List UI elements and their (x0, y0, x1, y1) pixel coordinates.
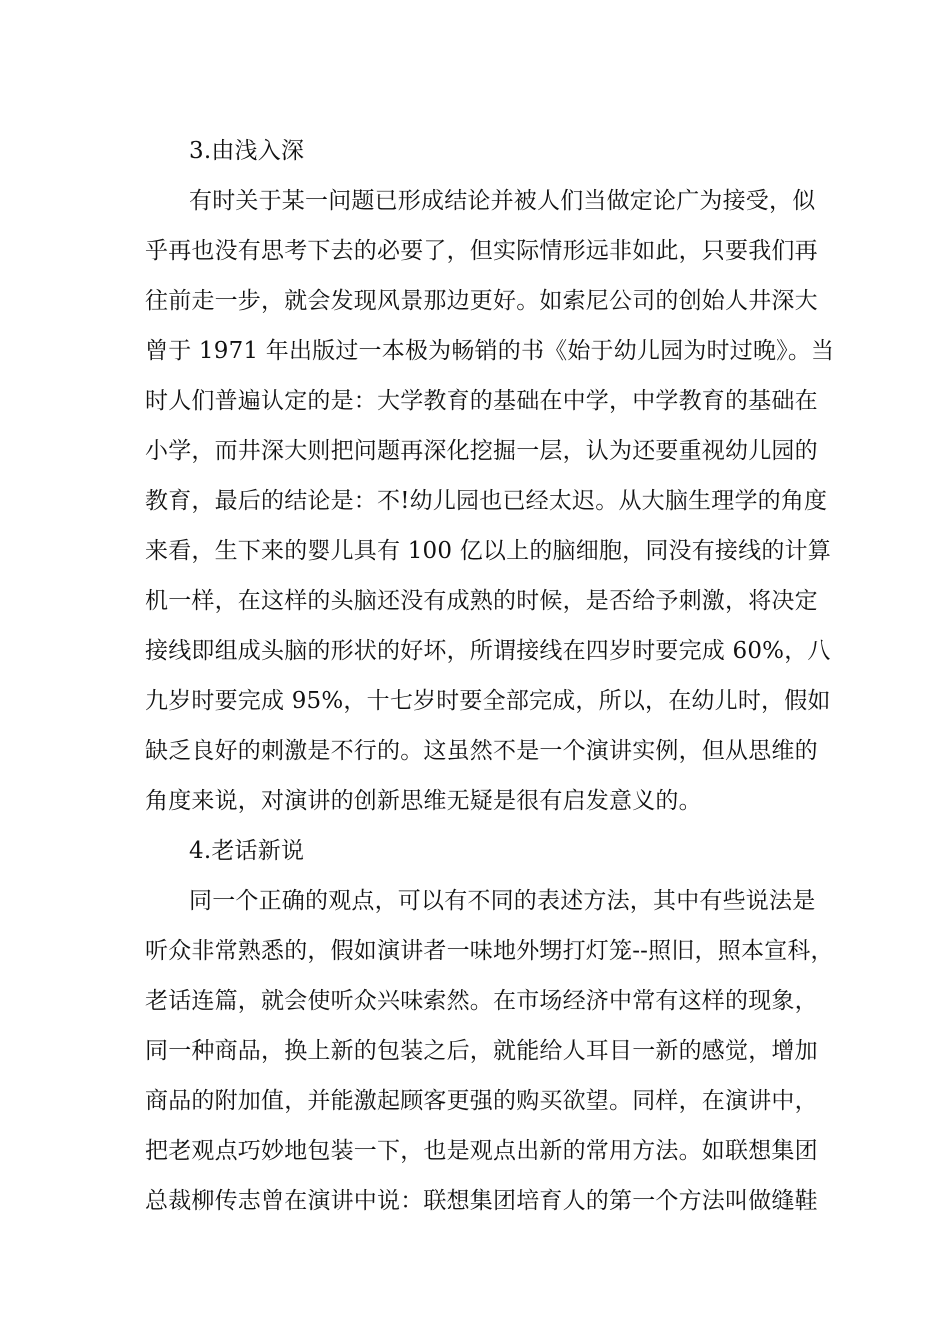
paragraph-line: 乎再也没有思考下去的必要了，但实际情形远非如此，只要我们再 (145, 238, 818, 264)
paragraph-line: 同一个正确的观点，可以有不同的表述方法，其中有些说法是 (189, 888, 816, 914)
section-heading-4: 4.老话新说 (189, 838, 305, 864)
paragraph-line: 小学，而井深大则把问题再深化挖掘一层，认为还要重视幼儿园的 (145, 438, 818, 464)
paragraph-line: 有时关于某一问题已形成结论并被人们当做定论广为接受，似 (189, 188, 816, 214)
paragraph-line: 往前走一步，就会发现风景那边更好。如索尼公司的创始人井深大 (145, 288, 818, 314)
paragraph-line: 缺乏良好的刺激是不行的。这虽然不是一个演讲实例，但从思维的 (145, 738, 818, 764)
paragraph-line: 听众非常熟悉的，假如演讲者一味地外甥打灯笼--照旧，照本宣科， (145, 938, 834, 964)
paragraph-line: 总裁柳传志曾在演讲中说：联想集团培育人的第一个方法叫做缝鞋 (145, 1188, 818, 1214)
paragraph-line: 老话连篇，就会使听众兴味索然。在市场经济中常有这样的现象， (145, 988, 818, 1014)
paragraph-line: 把老观点巧妙地包装一下，也是观点出新的常用方法。如联想集团 (145, 1138, 818, 1164)
section-heading-3: 3.由浅入深 (189, 138, 305, 164)
paragraph-line: 来看，生下来的婴儿具有 100 亿以上的脑细胞，同没有接线的计算 (145, 538, 831, 564)
paragraph-line: 教育，最后的结论是：不!幼儿园也已经太迟。从大脑生理学的角度 (145, 488, 828, 514)
paragraph-line: 商品的附加值，并能激起顾客更强的购买欲望。同样，在演讲中， (145, 1088, 818, 1114)
paragraph-line: 时人们普遍认定的是：大学教育的基础在中学，中学教育的基础在 (145, 388, 818, 414)
paragraph-line: 接线即组成头脑的形状的好坏，所谓接线在四岁时要完成 60%，八 (145, 638, 831, 664)
paragraph-line: 角度来说，对演讲的创新思维无疑是很有启发意义的。 (145, 788, 702, 814)
paragraph-line: 机一样，在这样的头脑还没有成熟的时候，是否给予刺激，将决定 (145, 588, 818, 614)
paragraph-line: 同一种商品，换上新的包装之后，就能给人耳目一新的感觉，增加 (145, 1038, 818, 1064)
paragraph-line: 曾于 1971 年出版过一本极为畅销的书《始于幼儿园为时过晚》。当 (145, 338, 835, 364)
paragraph-line: 九岁时要完成 95%，十七岁时要全部完成，所以，在幼儿时，假如 (145, 688, 831, 714)
